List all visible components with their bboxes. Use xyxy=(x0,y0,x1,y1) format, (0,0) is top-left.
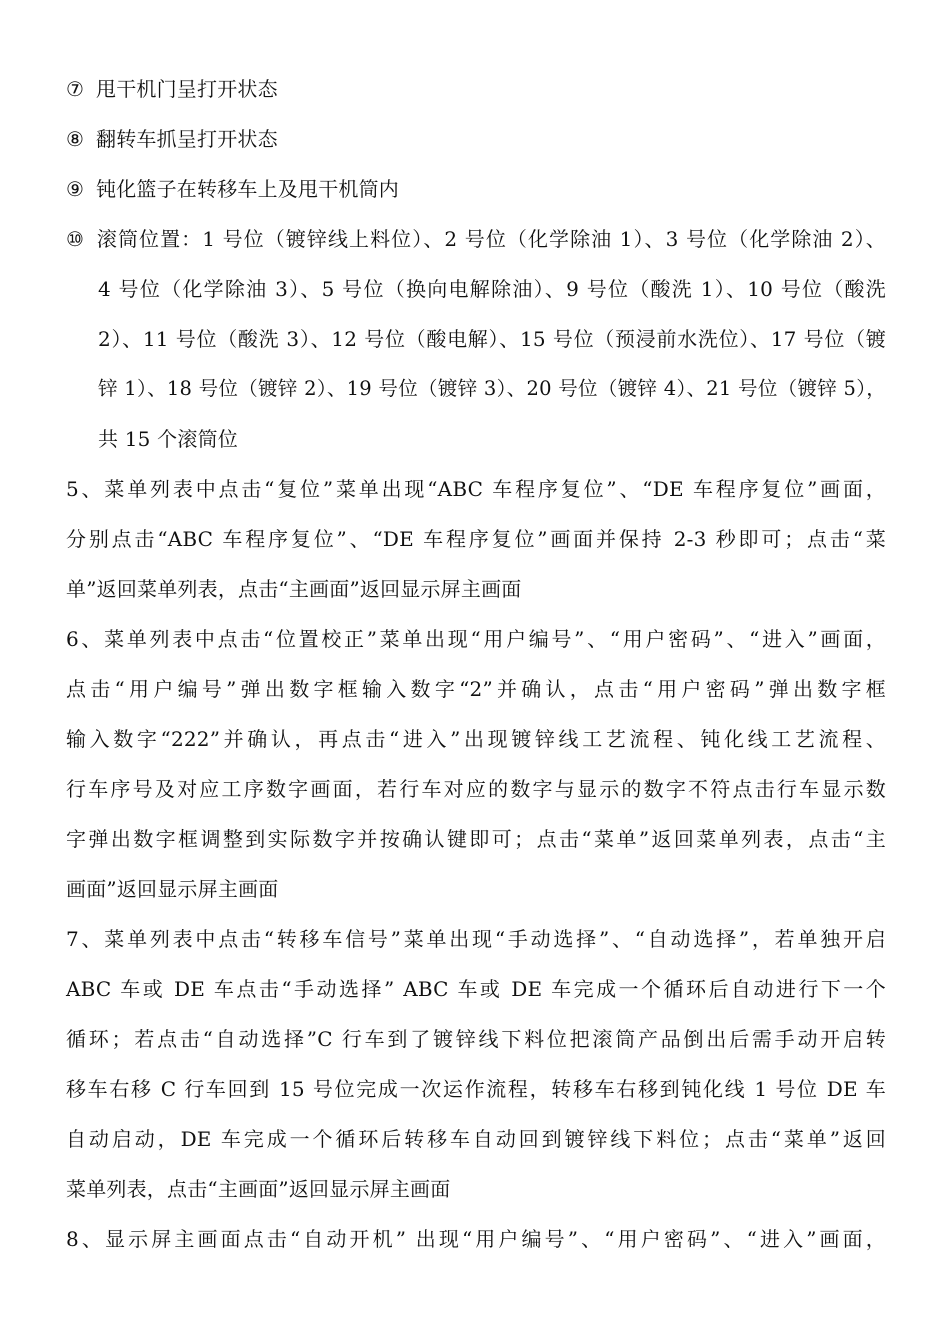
list-marker: ⑧ xyxy=(66,127,85,151)
paragraph-7-line: 循环；若点击“自动选择”C 行车到了镀锌线下料位把滚筒产品倒出后需手动开启转 xyxy=(66,1027,886,1051)
list-item-text: 滚筒位置：1 号位（镀锌线上料位）、2 号位（化学除油 1）、3 号位（化学除油 2）、 xyxy=(96,227,886,251)
paragraph-6-line: 6、菜单列表中点击“位置校正”菜单出现“用户编号”、“用户密码”、“进入”画面， xyxy=(66,627,886,651)
paragraph-5-line: 5、菜单列表中点击“复位”菜单出现“ABC 车程序复位”、“DE 车程序复位”画面， xyxy=(66,477,886,501)
list-marker: ⑨ xyxy=(66,177,85,201)
paragraph-7-line: 7、菜单列表中点击“转移车信号”菜单出现“手动选择”、“自动选择”，若单独开启 xyxy=(66,927,886,951)
paragraph-7-line: 菜单列表，点击“主画面”返回显示屏主画面 xyxy=(66,1177,451,1201)
paragraph-6-line: 字弹出数字框调整到实际数字并按确认键即可；点击“菜单”返回菜单列表，点击“主 xyxy=(66,827,886,851)
paragraph-6-line: 画面”返回显示屏主画面 xyxy=(66,877,279,901)
text-line: 4 号位（化学除油 3）、5 号位（换向电解除油）、9 号位（酸洗 1）、10 号位（酸洗 xyxy=(98,277,886,301)
paragraph-6-line: 行车序号及对应工序数字画面，若行车对应的数字与显示的数字不符点击行车显示数 xyxy=(66,777,886,801)
list-item-text: 甩干机门呈打开状态 xyxy=(96,77,278,101)
paragraph-5-line: 单”返回菜单列表，点击“主画面”返回显示屏主画面 xyxy=(66,577,522,601)
paragraph-5-line: 分别点击“ABC 车程序复位”、“DE 车程序复位”画面并保持 2-3 秒即可；点击“菜 xyxy=(66,527,886,551)
list-marker: ⑩ xyxy=(66,227,85,251)
list-item-7 xyxy=(66,74,886,104)
text-line: 共 15 个滚筒位 xyxy=(98,427,238,451)
list-item-9 xyxy=(66,174,886,204)
list-item-8 xyxy=(66,124,886,154)
paragraph-7-line: 自动启动，DE 车完成一个循环后转移车自动回到镀锌线下料位；点击“菜单”返回 xyxy=(66,1127,886,1151)
paragraph-8-line: 8、显示屏主画面点击“自动开机” 出现“用户编号”、“用户密码”、“进入”画面， xyxy=(66,1227,886,1251)
paragraph-6-line: 点击“用户编号”弹出数字框输入数字“2”并确认，点击“用户密码”弹出数字框 xyxy=(66,677,886,701)
text-line: 锌 1）、18 号位（镀锌 2）、19 号位（镀锌 3）、20 号位（镀锌 4）、21 号位（镀锌 5）， xyxy=(98,377,886,400)
list-item-10 xyxy=(66,224,886,254)
paragraph-7-line: 移车右移 C 行车回到 15 号位完成一次运作流程，转移车右移到钝化线 1 号位 DE 车 xyxy=(66,1077,886,1101)
paragraph-6-line: 输入数字“222”并确认，再点击“进入”出现镀锌线工艺流程、钝化线工艺流程、 xyxy=(66,727,886,751)
paragraph-7-line: ABC 车或 DE 车点击“手动选择” ABC 车或 DE 车完成一个循环后自动进行下一个 xyxy=(66,977,886,1001)
list-item-text: 钝化篮子在转移车上及甩干机筒内 xyxy=(96,177,399,201)
list-marker: ⑦ xyxy=(66,77,85,101)
text-line: 2）、11 号位（酸洗 3）、12 号位（酸电解）、15 号位（预浸前水洗位）、17 号位（镀 xyxy=(98,327,886,351)
list-item-text: 翻转车抓呈打开状态 xyxy=(96,127,278,151)
